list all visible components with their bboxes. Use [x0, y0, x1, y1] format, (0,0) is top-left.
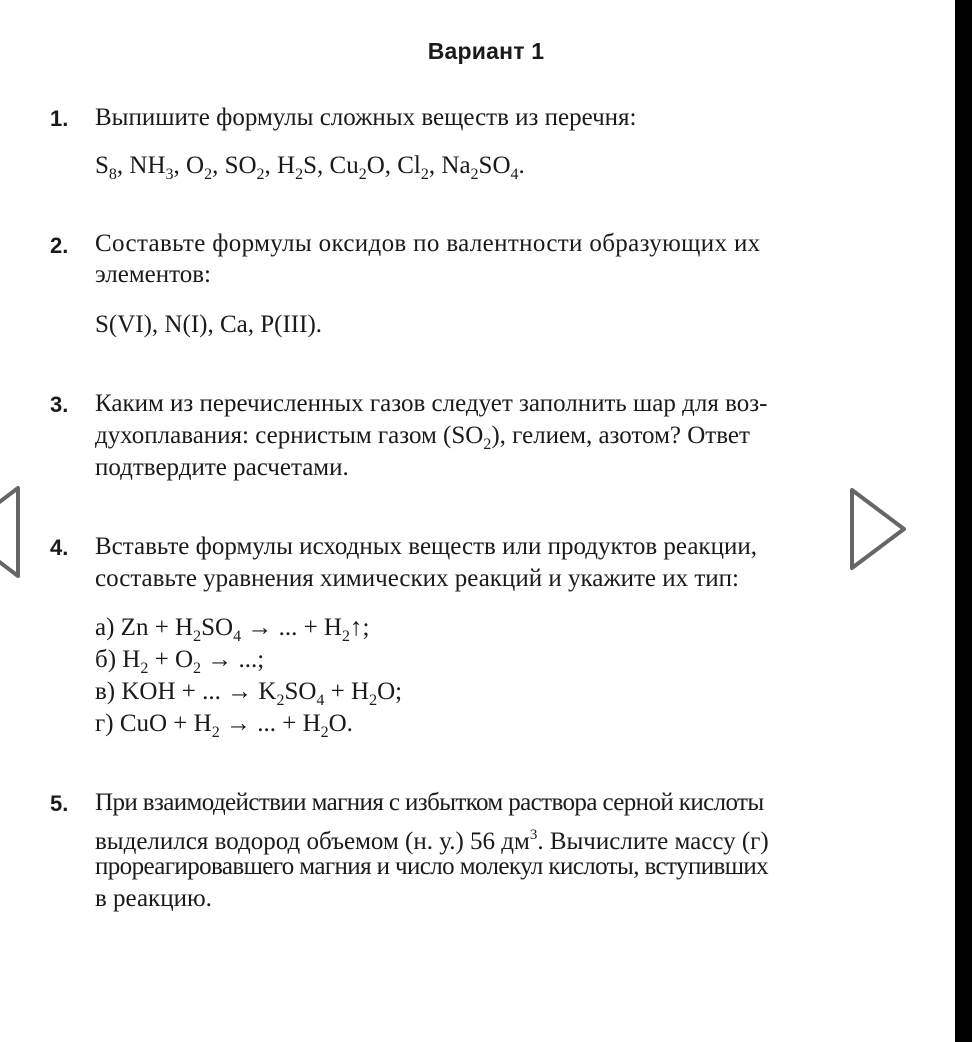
question-2-elements: S(VI), N(I), Ca, P(III). [95, 311, 323, 338]
question-3-line-3: подтвердите расчетами. [95, 454, 349, 481]
question-3-line-2: духоплавания: сернистым газом $(SO_2)$, гелием, азотом? Ответ [95, 422, 750, 453]
question-2-number: 2. [50, 233, 69, 258]
question-4-number: 4. [50, 535, 69, 560]
previous-page-button[interactable] [0, 484, 22, 585]
question-5-line-4: в реакцию. [95, 885, 212, 912]
question-4-line-2: составьте уравнения химических реакций и укажите их тип: [95, 565, 739, 592]
question-5-number: 5. [50, 791, 69, 816]
question-1-number: 1. [50, 106, 69, 131]
question-2-line-1: Составьте формулы оксидов по валентности образующих их [95, 230, 761, 257]
next-page-button[interactable] [846, 484, 912, 579]
question-4-line-1: Вставьте формулы исходных веществ или продуктов реакции, [95, 533, 757, 560]
question-2-line-2: элементов: [95, 261, 211, 288]
question-5-line-1: При взаимодействии магния с избытком раствора серной кислоты [95, 789, 764, 816]
question-5-line-3: прореагировавшего магния и число молекул кислоты, вступивших [95, 853, 769, 880]
reaction-a: а) $Zn + H_2SO_4$ → ... + $H_2↑$; [95, 614, 370, 645]
reaction-c: в) KOH + ... → $K_2SO_4 + H_2O$; [95, 678, 403, 709]
chevron-right-icon [846, 484, 912, 574]
reaction-d: г) CuO + $H_2$ → ... + $H_2O$. [95, 710, 353, 741]
question-1-formulas: $S_8$, $NH_3$, $O_2$, $SO_2$, $H_2S$, $Cu_2O$, $Cl_2$, $Na_2SO_4$. [95, 152, 525, 183]
question-3-line-1: Каким из перечисленных газов следует заполнить шар для воз- [95, 390, 768, 417]
question-1-text: Выпишите формулы сложных веществ из перечня: [95, 104, 637, 131]
reaction-b: б) $H_2 + O_2$ → ...; [95, 646, 265, 677]
question-5-line-2: выделился водород объемом (н. у.) 56 $дм^3$. Вычислите массу (г) [95, 827, 769, 855]
right-edge-bar [955, 0, 972, 1042]
page-title: Вариант 1 [427, 38, 545, 64]
chevron-left-icon [0, 484, 22, 580]
question-3-number: 3. [50, 392, 69, 417]
